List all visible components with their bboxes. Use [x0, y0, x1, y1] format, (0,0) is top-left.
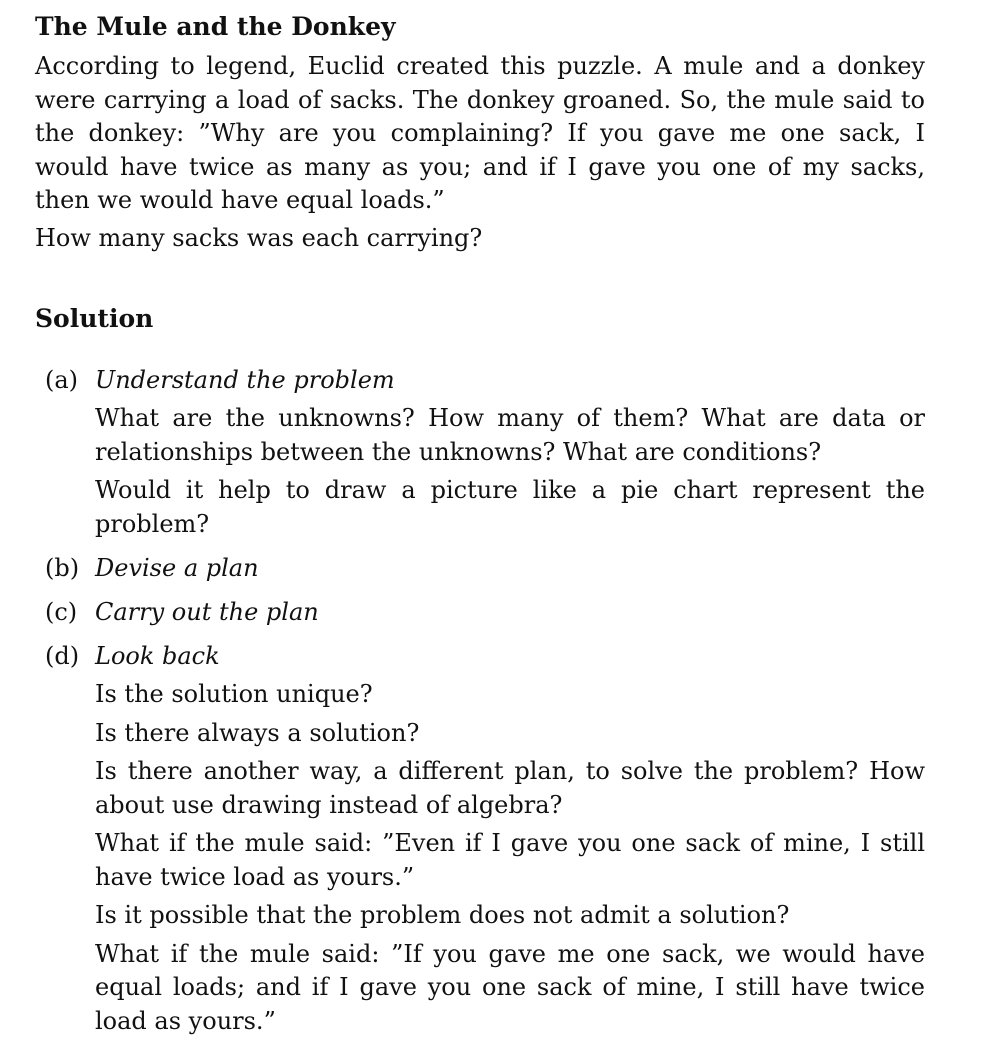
step-d	[35, 634, 925, 1038]
question-paragraph: How many sacks was each carrying?	[35, 223, 483, 252]
step-title: Devise a plan	[95, 554, 259, 582]
step-title: Carry out the plan	[95, 598, 319, 626]
step-text: Is there always a solution?	[95, 718, 420, 747]
step-text: What are the unknowns? How many of them? What are data or relationships between the unknowns? What are conditions?	[95, 404, 925, 466]
step-text: Would it help to draw a picture like a pie chart represent the problem?	[95, 476, 925, 538]
step-body	[95, 402, 925, 541]
step-text: Is there another way, a different plan, to solve the problem? How about use drawing instead of algebra?	[95, 757, 925, 819]
step-text: Is it possible that the problem does not admit a solution?	[95, 901, 790, 929]
step-body	[95, 678, 925, 1038]
step-a	[35, 358, 925, 541]
step-c	[35, 590, 925, 634]
step-text: Is the solution unique?	[95, 680, 373, 708]
step-title: Understand the problem	[95, 366, 395, 394]
step-title: Look back	[95, 642, 220, 670]
document-page	[35, 10, 925, 1043]
step-label: (a)	[45, 366, 79, 394]
document-title: The Mule and the Donkey	[35, 12, 396, 41]
step-label: (d)	[45, 642, 80, 670]
step-label: (b)	[45, 554, 80, 582]
step-text: What if the mule said: ”Even if I gave you one sack of mine, I still have twice load as yours.”	[95, 829, 925, 891]
intro-paragraph: According to legend, Euclid created this puzzle. A mule and a donkey were carrying a load of sacks. The donkey groaned. So, the mule said to the donkey: ”Why are you complaining? If you gave me one sack, I would have twice as many as you; and if I gave you one of my sacks, then we would have equal loads.”	[35, 52, 925, 214]
step-text: What if the mule said: ”If you gave me one sack, we would have equal loads; and if I gave you one sack of mine, I still have twice load as yours.”	[95, 939, 925, 1035]
step-label: (c)	[45, 598, 78, 626]
step-b	[35, 546, 925, 590]
solution-heading: Solution	[35, 304, 154, 333]
solution-steps-list	[35, 358, 925, 1038]
